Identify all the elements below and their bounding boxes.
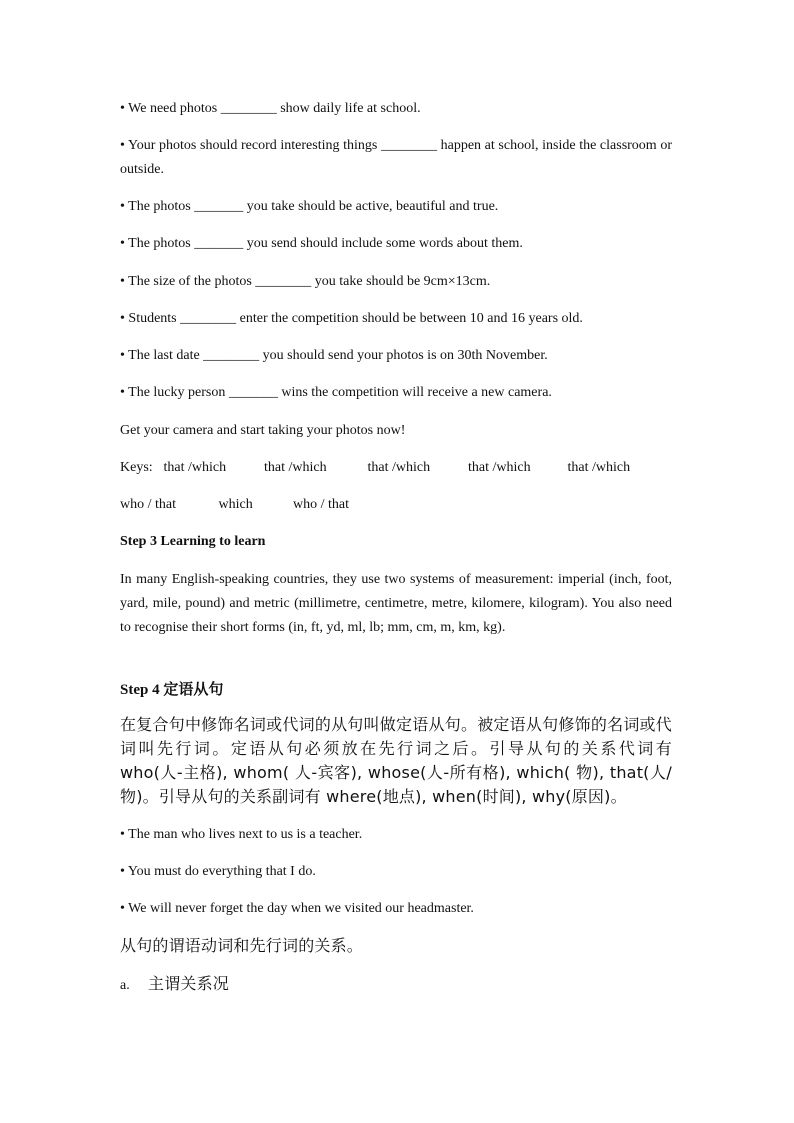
- key-4: that /which: [468, 460, 531, 475]
- step4-example-3: • We will never forget the day when we visited our headmaster.: [120, 901, 474, 916]
- keys-row-1: [120, 456, 672, 480]
- exercise-closing: Get your camera and start taking your photos now!: [120, 423, 406, 438]
- exercise-item-4: • The photos _______ you send should include some words about them.: [120, 236, 523, 251]
- step4-example-1: • The man who lives next to us is a teacher.: [120, 827, 363, 842]
- exercise-item-5: • The size of the photos ________ you take should be 9cm×13cm.: [120, 274, 491, 289]
- keys-row-2: [120, 493, 672, 517]
- step4-sub-item: [120, 972, 672, 998]
- exercise-item-3: • The photos _______ you take should be active, beautiful and true.: [120, 199, 499, 214]
- key-8: who / that: [293, 497, 349, 512]
- keys-label: Keys:: [120, 460, 153, 475]
- exercise-item-7: • The last date ________ you should send your photos is on 30th November.: [120, 348, 548, 363]
- step4-title-cn: 定语从句: [163, 680, 224, 698]
- step4-title-en: Step 4: [120, 682, 164, 698]
- key-3: that /which: [367, 460, 431, 475]
- key-1: that /which: [163, 460, 227, 475]
- step4-intro: 在复合句中修饰名词或代词的从句叫做定语从句。被定语从句修饰的名词或代词叫先行词。定语从句必须放在先行词之后。引导从句的关系代词有 who(人-主格), whom( 人-宾客), whose(人-所有格), which( 物), that(人/物)。引导从句的关系副词有 where(地点), when(时间), why(原因)。: [120, 715, 672, 806]
- exercise-item-8: • The lucky person _______ wins the competition will receive a new camera.: [120, 385, 552, 400]
- sub-item-marker: a.: [120, 978, 130, 993]
- key-7: which: [218, 497, 253, 512]
- exercise-item-2: • Your photos should record interesting things ________ happen at school, inside the classroom or outside.: [120, 138, 672, 177]
- step3-body: In many English-speaking countries, they use two systems of measurement: imperial (inch, foot, yard, mile, pound) and metric (millimetre, centimetre, metre, kilomere, kilogram). You also need to recognise their short forms (in, ft, yd, ml, lb; mm, cm, m, km, kg).: [120, 572, 672, 635]
- exercise-item-1: • We need photos ________ show daily life at school.: [120, 101, 421, 116]
- step4-example-2: • You must do everything that I do.: [120, 864, 316, 879]
- step4-title: [120, 677, 672, 702]
- sub-item-label: 主谓关系况: [148, 974, 230, 993]
- key-2: that /which: [264, 460, 327, 475]
- exercise-item-6: • Students ________ enter the competition should be between 10 and 16 years old.: [120, 311, 583, 326]
- key-6: who / that: [120, 497, 176, 512]
- step4-relation: 从句的谓语动词和先行词的关系。: [120, 936, 364, 955]
- step3-title: Step 3 Learning to learn: [120, 534, 266, 549]
- key-5: that /which: [567, 460, 631, 475]
